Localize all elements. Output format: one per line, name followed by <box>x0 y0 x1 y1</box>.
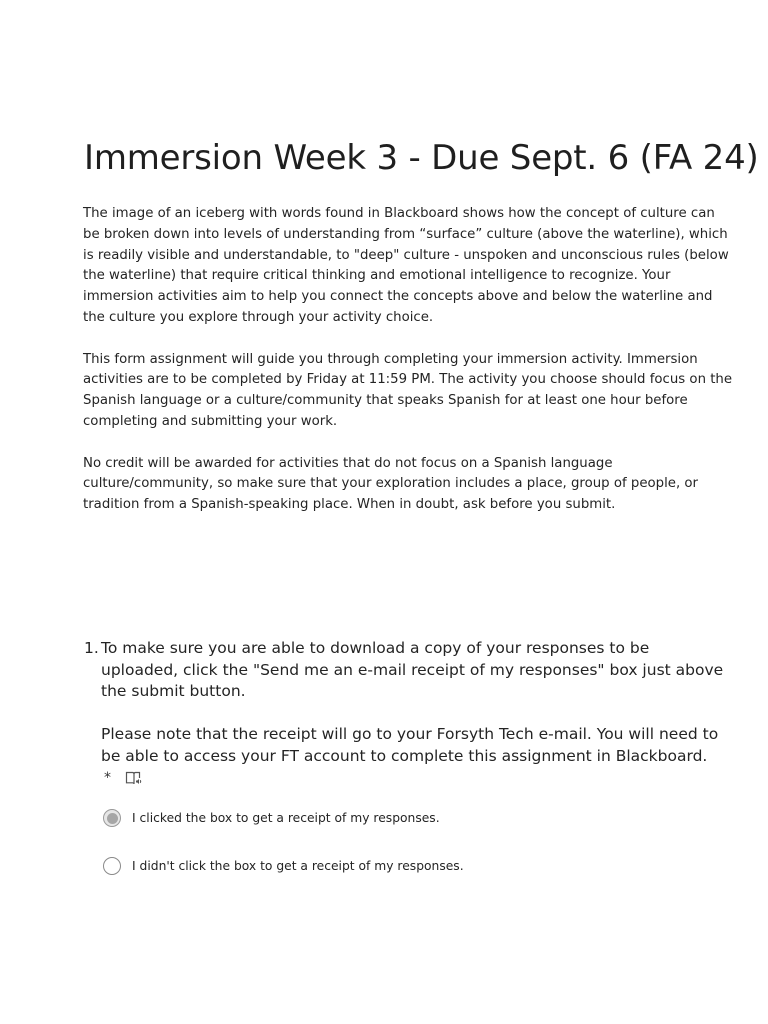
question-number: 1. <box>84 639 99 657</box>
description-paragraph: This form assignment will guide you through completing your immersion activity. Immersion activities are to be completed by Friday at 11:59 PM. The activity you choose should focus on the Spanish language or a culture/community that speaks Spanish for at least one hour before completing and submitting your work. <box>83 351 733 429</box>
radio-button[interactable] <box>103 857 121 875</box>
answer-option-label: I clicked the box to get a receipt of my responses. <box>132 811 440 825</box>
immersive-reader-icon[interactable] <box>125 770 143 786</box>
question-text-paragraph: Please note that the receipt will go to your Forsyth Tech e-mail. You will need to be able to access your FT account to complete this assignment in Blackboard. <box>101 725 719 765</box>
description-paragraph: The image of an iceberg with words found in Blackboard shows how the concept of culture can be broken down into levels of understanding from “surface” culture (above the waterline), which is readily visible and understandable, to "deep" culture - unspoken and unconscious rules (below the waterline) that require critical thinking and emotional intelligence to recognize. Your immersion activities aim to help you connect the concepts above and below the waterline and the culture you explore through your activity choice. <box>83 206 729 325</box>
answer-option-2[interactable] <box>103 857 464 875</box>
required-marker: * <box>104 770 111 786</box>
question-meta <box>104 770 143 786</box>
answer-option-label: I didn't click the box to get a receipt of my responses. <box>132 859 464 873</box>
question-text <box>101 638 724 767</box>
form-title: Immersion Week 3 - Due Sept. 6 (FA 24) <box>84 138 759 178</box>
question-1 <box>84 638 724 767</box>
question-text-paragraph: To make sure you are able to download a copy of your responses to be uploaded, click the "Send me an e-mail receipt of my responses" box just above the submit button. <box>101 639 724 700</box>
description-paragraph: No credit will be awarded for activities that do not focus on a Spanish language culture/community, so make sure that your exploration includes a place, group of people, or tradition from a Spanish-speaking place. When in doubt, ask before you submit. <box>83 455 699 513</box>
form-description <box>83 204 733 537</box>
answer-option-1[interactable] <box>103 809 440 827</box>
radio-button-selected[interactable] <box>103 809 121 827</box>
immersive-reader-icon-glyph <box>125 770 143 786</box>
